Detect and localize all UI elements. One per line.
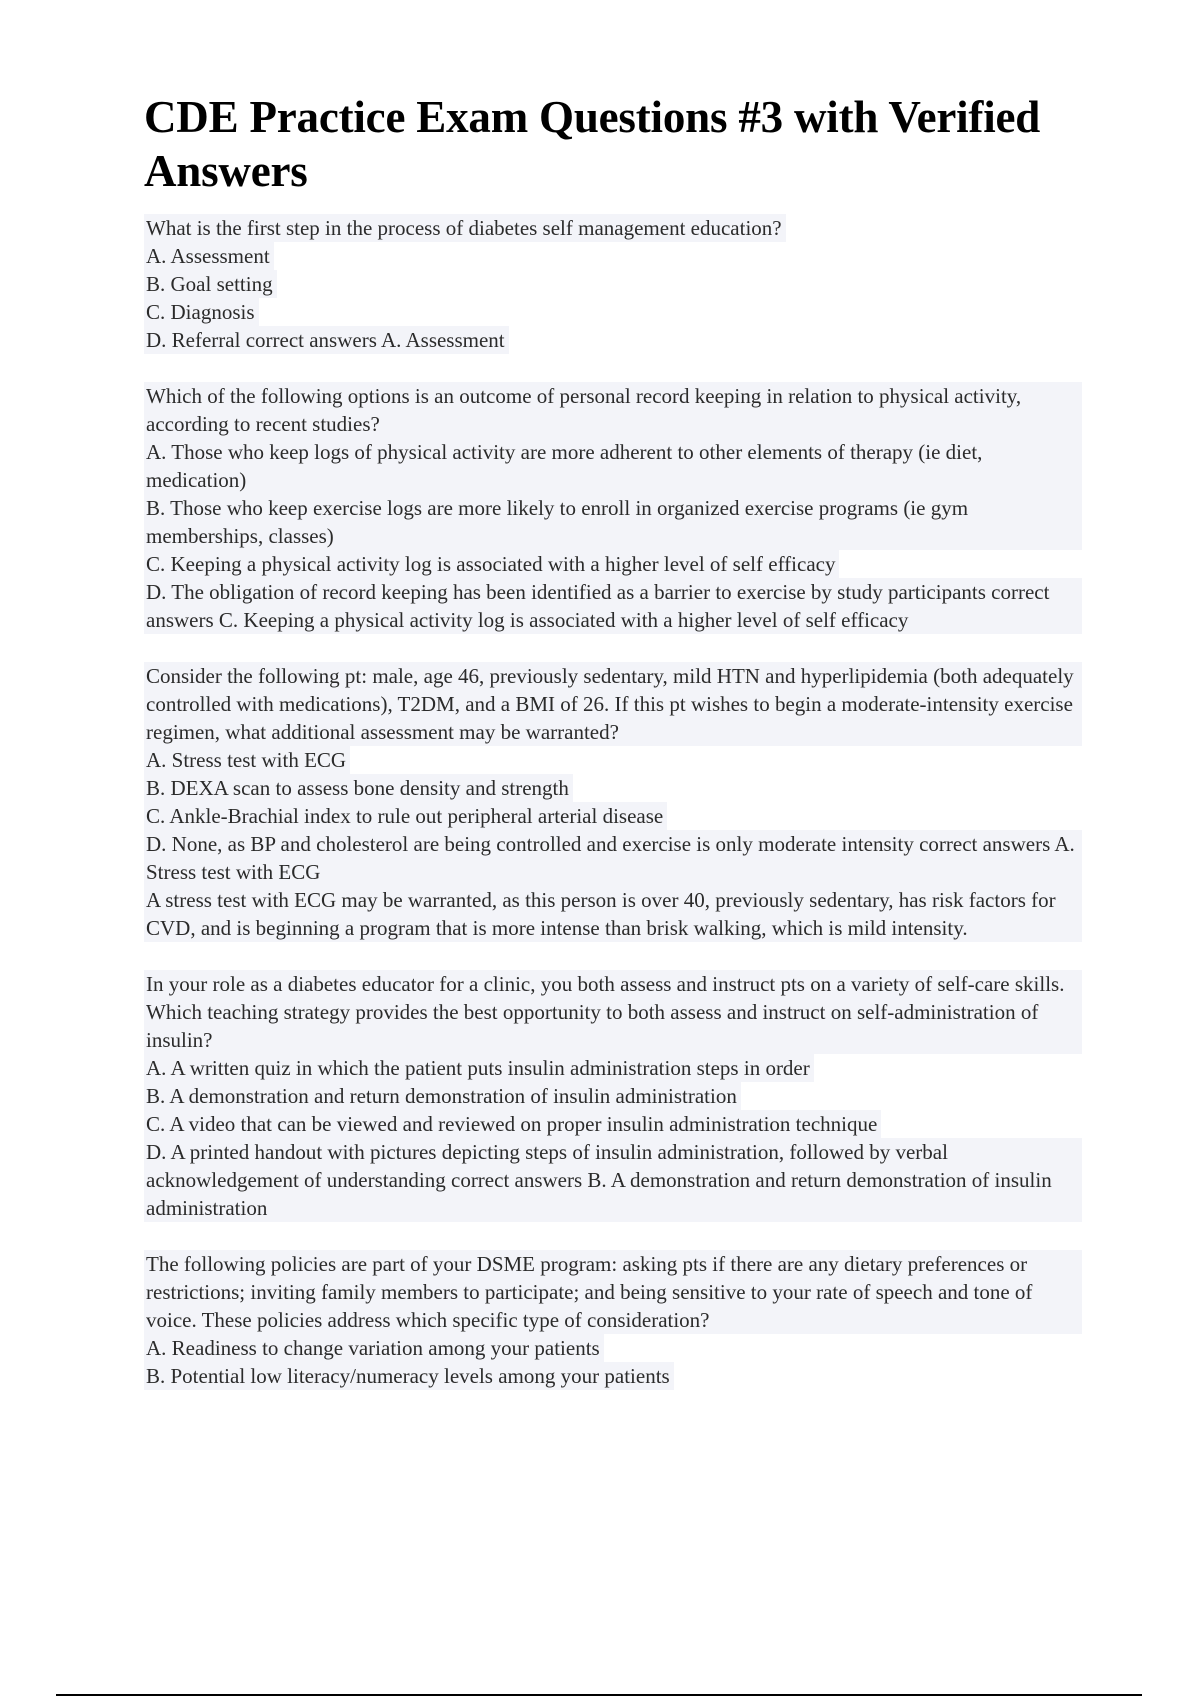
option-line: B. Potential low literacy/numeracy levels among your patients bbox=[144, 1362, 674, 1390]
option-line: B. A demonstration and return demonstration of insulin administration bbox=[144, 1082, 741, 1110]
question-block-1 bbox=[144, 214, 1084, 354]
option-line: B. DEXA scan to assess bone density and strength bbox=[144, 774, 573, 802]
page-bottom-rule bbox=[56, 1694, 1142, 1696]
question-block-4 bbox=[144, 970, 1084, 1222]
explanation-line: A stress test with ECG may be warranted, as this person is over 40, previously sedentary, has risk factors for CVD, and is beginning a program that is more intense than brisk walking, which is mild intensity. bbox=[144, 886, 1082, 942]
question-line: In your role as a diabetes educator for a clinic, you both assess and instruct pts on a variety of self-care skills. Which teaching strategy provides the best opportunity to both assess and instruct on self-administration of insulin? bbox=[144, 970, 1082, 1054]
question-line: What is the first step in the process of diabetes self management education? bbox=[144, 214, 786, 242]
question-block-2 bbox=[144, 382, 1084, 634]
question-line: The following policies are part of your DSME program: asking pts if there are any dietary preferences or restrictions; inviting family members to participate; and being sensitive to your rate of speech and tone of voice. These policies address which specific type of consideration? bbox=[144, 1250, 1082, 1334]
option-line: C. Ankle-Brachial index to rule out peripheral arterial disease bbox=[144, 802, 667, 830]
question-block-5 bbox=[144, 1250, 1084, 1390]
option-line: A. Readiness to change variation among your patients bbox=[144, 1334, 604, 1362]
option-line: A. Assessment bbox=[144, 242, 274, 270]
question-block-3 bbox=[144, 662, 1084, 942]
option-line: A. Those who keep logs of physical activity are more adherent to other elements of therapy (ie diet, medication) bbox=[144, 438, 1082, 494]
option-line: C. Keeping a physical activity log is associated with a higher level of self efficacy bbox=[144, 550, 839, 578]
option-line: C. A video that can be viewed and reviewed on proper insulin administration technique bbox=[144, 1110, 881, 1138]
option-answer-line: D. A printed handout with pictures depicting steps of insulin administration, followed by verbal acknowledgement of understanding correct answers B. A demonstration and return demonstration of insulin administration bbox=[144, 1138, 1082, 1222]
option-answer-line: D. None, as BP and cholesterol are being controlled and exercise is only moderate intensity correct answers A. Stress test with ECG bbox=[144, 830, 1082, 886]
option-line: A. Stress test with ECG bbox=[144, 746, 350, 774]
question-line: Consider the following pt: male, age 46, previously sedentary, mild HTN and hyperlipidemia (both adequately controlled with medications), T2DM, and a BMI of 26. If this pt wishes to begin a moderate-intensity exercise regimen, what additional assessment may be warranted? bbox=[144, 662, 1082, 746]
option-line: B. Goal setting bbox=[144, 270, 277, 298]
option-answer-line: D. Referral correct answers A. Assessment bbox=[144, 326, 509, 354]
option-line: A. A written quiz in which the patient puts insulin administration steps in order bbox=[144, 1054, 814, 1082]
document-page bbox=[144, 90, 1084, 1418]
question-line: Which of the following options is an outcome of personal record keeping in relation to physical activity, according to recent studies? bbox=[144, 382, 1082, 438]
option-line: B. Those who keep exercise logs are more likely to enroll in organized exercise programs (ie gym memberships, classes) bbox=[144, 494, 1082, 550]
option-answer-line: D. The obligation of record keeping has been identified as a barrier to exercise by study participants correct answers C. Keeping a physical activity log is associated with a higher level of self efficacy bbox=[144, 578, 1082, 634]
option-line: C. Diagnosis bbox=[144, 298, 259, 326]
document-title: CDE Practice Exam Questions #3 with Verified Answers bbox=[144, 92, 1041, 196]
